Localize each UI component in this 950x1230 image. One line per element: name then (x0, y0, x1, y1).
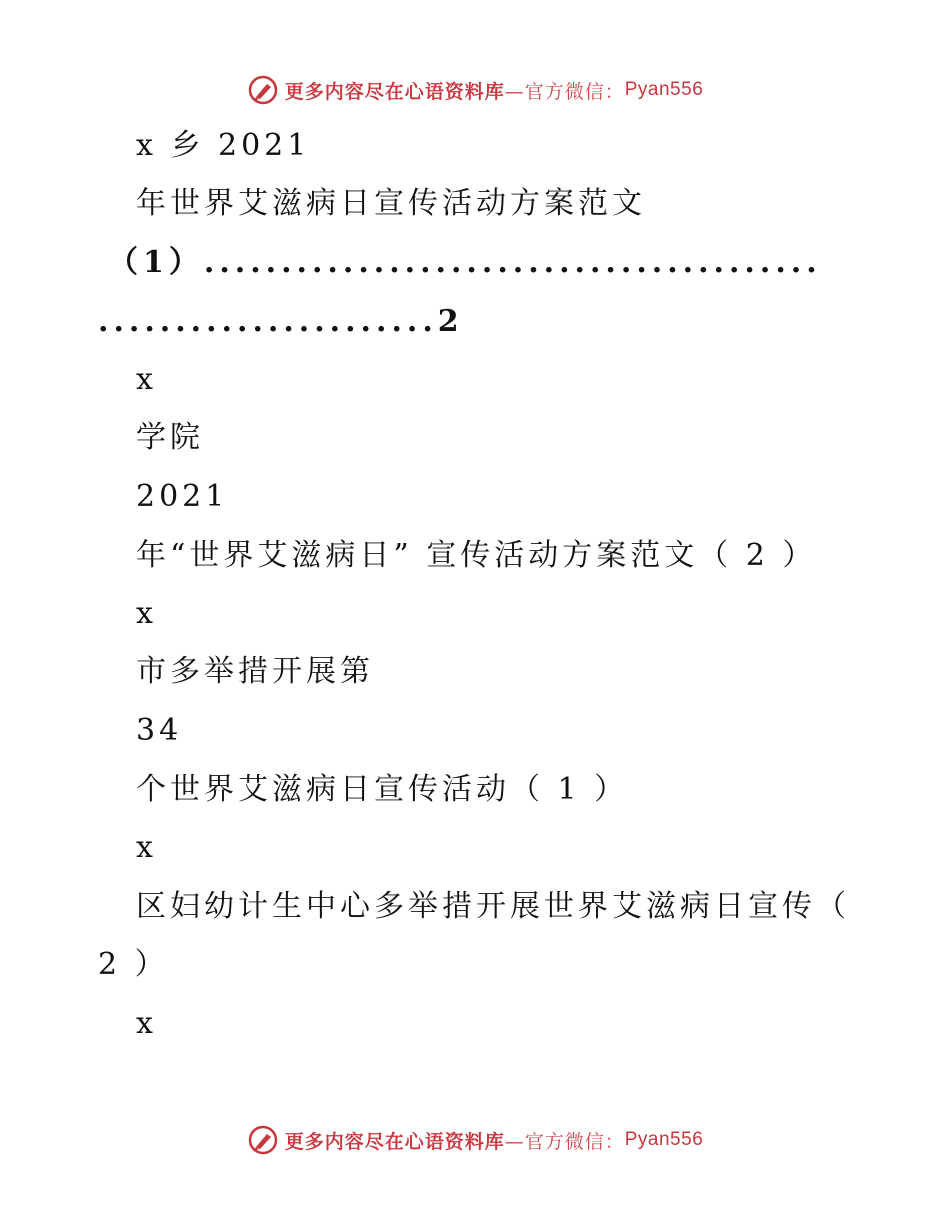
watermark-sub-text: —官方微信： (504, 80, 625, 103)
watermark-sub-text: —官方微信： (504, 1130, 625, 1153)
pen-logo-icon (247, 1124, 279, 1156)
header-watermark (0, 70, 950, 110)
pen-logo-icon (247, 74, 279, 106)
watermark-wechat-id: Pyan556 (624, 1129, 704, 1150)
footer-watermark (0, 1120, 950, 1160)
toc-line-11: 34 (136, 713, 183, 748)
toc-line-4: ......................2 (98, 304, 464, 339)
toc-line-3: （1）........................................ (108, 245, 822, 280)
toc-line-14: 区妇幼计生中心多举措开展世界艾滋病日宣传（ (136, 889, 850, 924)
toc-line-5: x (136, 362, 157, 397)
watermark-wechat-id: Pyan556 (624, 79, 704, 100)
toc-line-7: 2021 (136, 479, 229, 514)
watermark-main-text: 更多内容尽在心语资料库 (284, 1130, 505, 1153)
toc-line-10: 市多举措开展第 (136, 654, 374, 689)
toc-line-12: 个世界艾滋病日宣传活动（ 1 ） (136, 772, 629, 807)
toc-line-6: 学院 (136, 420, 204, 455)
toc-line-16: x (136, 1006, 157, 1041)
watermark-main-text: 更多内容尽在心语资料库 (284, 80, 505, 103)
toc-line-1: x 乡 2021 (136, 128, 311, 163)
toc-line-15: 2 ） (98, 947, 169, 982)
toc-line-2: 年世界艾滋病日宣传活动方案范文 (136, 186, 646, 221)
toc-line-9: x (136, 596, 157, 631)
toc-line-8: 年“世界艾滋病日” 宣传活动方案范文（ 2 ） (136, 538, 817, 573)
toc-line-13: x (136, 830, 157, 865)
